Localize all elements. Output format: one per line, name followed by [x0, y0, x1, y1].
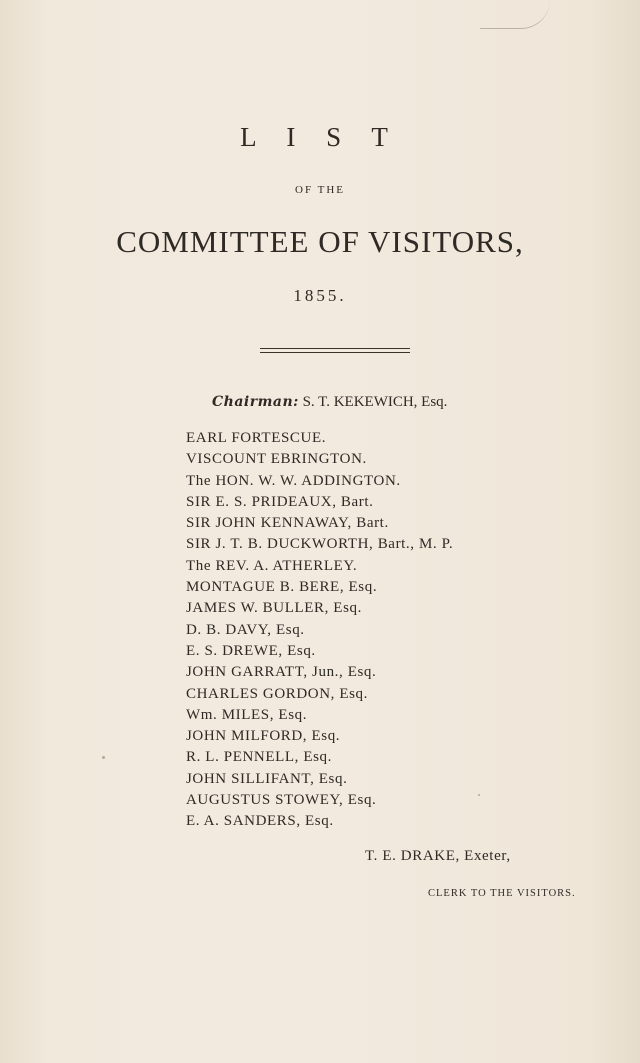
member-entry: Wm. MILES, Esq. — [186, 706, 308, 723]
member-entry: JAMES W. BULLER, Esq. — [186, 600, 362, 617]
subtitle-of-the: OF THE — [295, 184, 345, 196]
member-entry: SIR J. T. B. DUCKWORTH, Bart., M. P. — [186, 536, 454, 553]
member-entry: D. B. DAVY, Esq. — [186, 621, 305, 638]
members-list — [186, 428, 453, 833]
committee-heading: COMMITTEE OF VISITORS, — [116, 224, 524, 259]
member-entry: JOHN SILLIFANT, Esq. — [186, 770, 348, 787]
chairman-label: Chairman: — [212, 394, 299, 410]
double-rule-divider — [260, 348, 410, 353]
clerk-signature: T. E. DRAKE, Exeter, — [365, 848, 511, 864]
member-entry: EARL FORTESCUE. — [186, 430, 327, 446]
paper-speck — [478, 794, 480, 796]
member-entry: E. S. DREWE, Esq. — [186, 642, 316, 659]
chairman-line — [212, 394, 447, 411]
member-entry: The REV. A. ATHERLEY. — [186, 557, 358, 574]
member-entry: CHARLES GORDON, Esq. — [186, 685, 369, 702]
member-entry: AUGUSTUS STOWEY, Esq. — [186, 792, 377, 809]
clerk-title: CLERK TO THE VISITORS. — [428, 888, 576, 899]
member-entry: R. L. PENNELL, Esq. — [186, 749, 332, 766]
member-entry: VISCOUNT EBRINGTON. — [186, 451, 367, 468]
corner-ink-mark — [480, 0, 550, 29]
member-entry: E. A. SANDERS, Esq. — [186, 813, 334, 830]
chairman-name: S. T. KEKEWICH, Esq. — [302, 394, 448, 410]
page-title: L I S T — [240, 122, 400, 152]
member-entry: JOHN MILFORD, Esq. — [186, 728, 341, 745]
member-entry: MONTAGUE B. BERE, Esq. — [186, 579, 378, 596]
member-entry: JOHN GARRATT, Jun., Esq. — [186, 664, 377, 681]
year: 1855. — [293, 286, 347, 305]
paper-speck — [102, 756, 105, 759]
member-entry: SIR E. S. PRIDEAUX, Bart. — [186, 493, 374, 510]
member-entry: SIR JOHN KENNAWAY, Bart. — [186, 515, 389, 532]
member-entry: The HON. W. W. ADDINGTON. — [186, 472, 401, 489]
